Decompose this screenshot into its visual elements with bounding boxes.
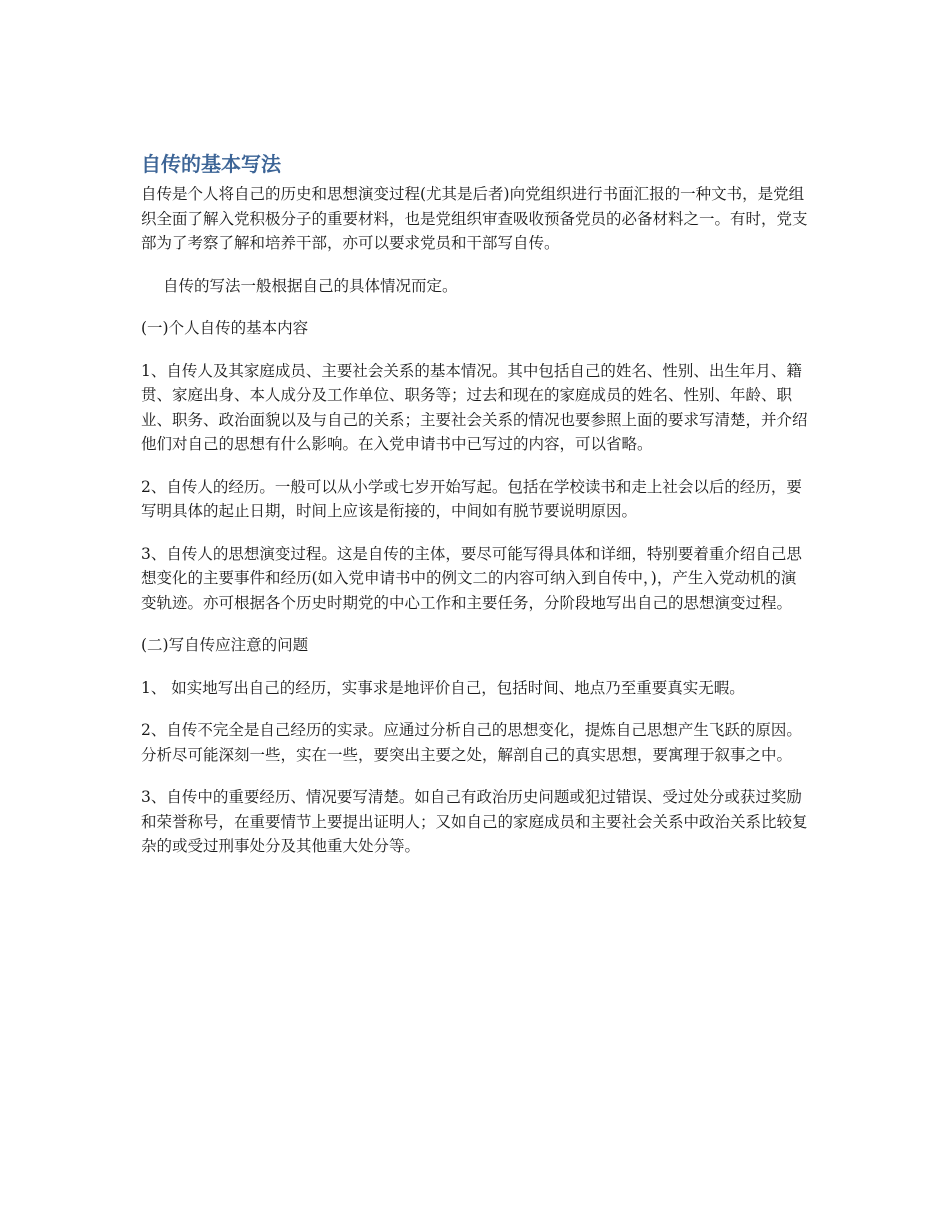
paragraph-intro: 自传是个人将自己的历史和思想演变过程(尤其是后者)向党组织进行书面汇报的一种文书，是党组织全面了解入党积极分子的重要材料，也是党组织审查吸收预备党员的必备材料之一。有时，党支部为了考察了解和培养干部，亦可以要求党员和干部写自传。: [141, 185, 808, 252]
paragraph-item-1: 1、自传人及其家庭成员、主要社会关系的基本情况。其中包括自己的姓名、性别、出生年月、籍贯、家庭出身、本人成分及工作单位、职务等；过去和现在的家庭成员的姓名、性别、年龄、职业、职务、政治面貌以及与自己的关系；主要社会关系的情况也要参照上面的要求写清楚，并介绍他们对自己的思想有什么影响。在入党申请书中已写过的内容，可以省略。: [141, 361, 808, 453]
paragraph-note-1: 1、 如实地写出自己的经历，实事求是地评价自己，包括时间、地点乃至重要真实无暇。: [141, 678, 745, 697]
paragraph-item-3: 3、自传人的思想演变过程。这是自传的主体，要尽可能写得具体和详细，特别要着重介绍自己思想变化的主要事件和经历(如入党申请书中的例文二的内容可纳入到自传中，)，产生入党动机的演变轨迹。亦可根据各个历史时期党的中心工作和主要任务，分阶段地写出自己的思想演变过程。: [141, 544, 802, 612]
paragraph-method: 自传的写法一般根据自己的具体情况而定。: [163, 276, 458, 295]
section-heading-notes: (二)写自传应注意的问题: [141, 636, 309, 654]
document-page: [141, 150, 809, 877]
paragraph-note-3: 3、自传中的重要经历、情况要写清楚。如自己有政治历史问题或犯过错误、受过处分或获过奖励和荣誉称号，在重要情节上要提出证明人；又如自己的家庭成员和主要社会关系中政治关系比较复杂的或受过刑事处分及其他重大处分等。: [141, 788, 808, 855]
section-heading-basic-content: (一)个人自传的基本内容: [141, 319, 309, 337]
document-title: 自传的基本写法: [141, 152, 281, 176]
paragraph-item-2: 2、自传人的经历。一般可以从小学或七岁开始写起。包括在学校读书和走上社会以后的经历，要写明具体的起止日期，时间上应该是衔接的，中间如有脱节要说明原因。: [141, 477, 802, 520]
paragraph-note-2: 2、自传不完全是自己经历的实录。应通过分析自己的思想变化，提炼自己思想产生飞跃的原因。分析尽可能深刻一些，实在一些，要突出主要之处，解剖自己的真实思想，要寓理于叙事之中。: [141, 721, 802, 764]
